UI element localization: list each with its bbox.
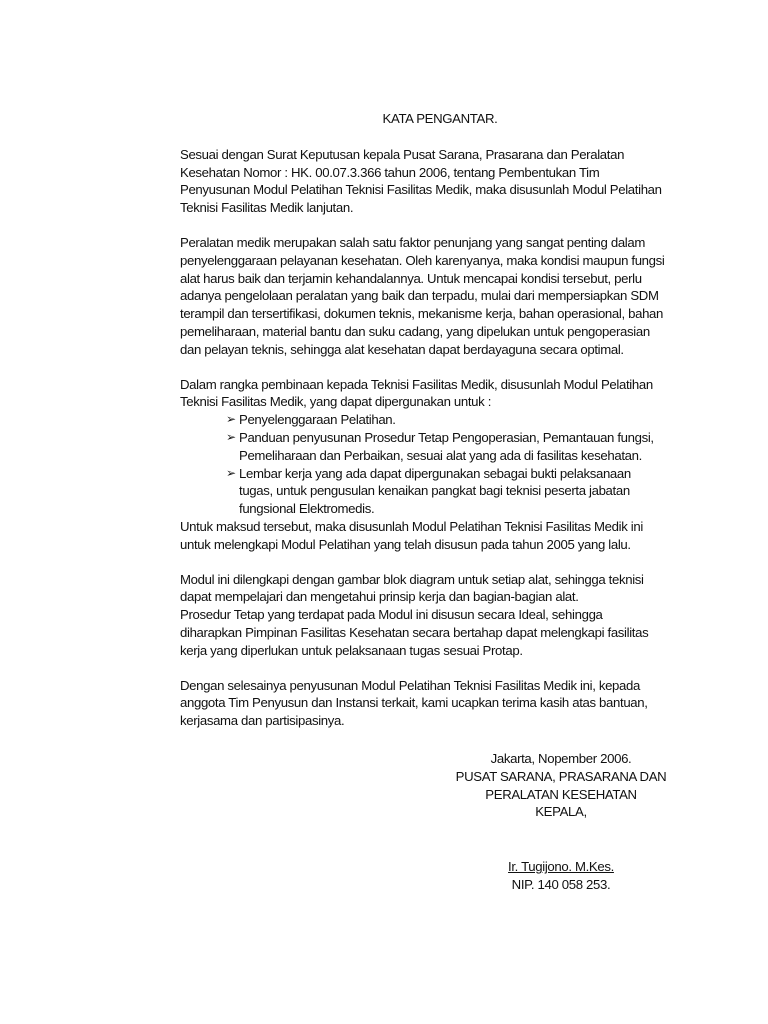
- text-line: Sesuai dengan Surat Keputusan kepala Pusat Sarana, Prasarana dan Peralatan: [180, 146, 625, 162]
- text-line: Dalam rangka pembinaan kepada Teknisi Fasilitas Medik, disusunlah Modul Pelatihan: [180, 376, 653, 392]
- letter-body: [180, 110, 665, 747]
- paragraph-purpose: [180, 376, 660, 554]
- text-line: alat harus baik dan terjamin kehandalannya. Untuk mencapai kondisi tersebut, perlu: [180, 270, 642, 286]
- text-line: Kesehatan Nomor : HK. 00.07.3.366 tahun 2006, tentang Pembentukan Tim: [180, 164, 600, 180]
- arrow-bullet-icon: ➢: [226, 412, 236, 427]
- text-line: penyelenggaraan pelayanan kesehatan. Oleh karenyanya, maka kondisi maupun fungsi: [180, 252, 665, 268]
- text-line: untuk melengkapi Modul Pelatihan yang telah disusun pada tahun 2005 yang lalu.: [180, 536, 631, 552]
- text-line: pemeliharaan, material bantu dan suku cadang, yang dipelukan untuk pengoperasian: [180, 323, 650, 339]
- list-item-text: fungsional Elektromedis.: [239, 501, 375, 517]
- text-line: dan pelayan teknis, sehingga alat kesehatan dapat berdayaguna secara optimal.: [180, 341, 624, 357]
- text-line: terampil dan tersertifikasi, dokumen teknis, mekanisme kerja, bahan operasional, bahan: [180, 306, 664, 322]
- signature-block: [430, 858, 692, 894]
- organization-line: PUSAT SARANA, PRASARANA DAN: [455, 768, 667, 784]
- paragraph-decree: [180, 146, 660, 217]
- document-title: KATA PENGANTAR.: [382, 111, 498, 126]
- list-item-text: tugas, untuk pengusulan kenaikan pangkat bagi teknisi peserta jabatan: [239, 483, 630, 499]
- text-line: kerja yang diperlukan untuk pelaksanaan tugas sesuai Protap.: [180, 642, 523, 658]
- list-item-text: Lembar kerja yang ada dapat dipergunakan sebagai bukti pelaksanaan: [239, 465, 631, 481]
- signer-position: KEPALA,: [535, 804, 587, 820]
- text-line: adanya pengelolaan peralatan yang baik dan terpadu, mulai dari mempersiapkan SDM: [180, 288, 659, 304]
- paragraph-thanks: [180, 677, 660, 730]
- closing-block: [430, 750, 692, 821]
- text-line: diharapkan Pimpinan Fasilitas Kesehatan secara bertahap dapat melengkapi fasilitas: [180, 624, 649, 640]
- purpose-list: [180, 411, 660, 518]
- arrow-bullet-icon: ➢: [226, 429, 236, 444]
- purpose-outro: [180, 518, 660, 554]
- text-line: Penyusunan Modul Pelatihan Teknisi Fasilitas Medik, maka disusunlah Modul Pelatihan: [180, 182, 662, 198]
- list-item-text: Penyelenggaraan Pelatihan.: [239, 412, 396, 428]
- text-line: Dengan selesainya penyusunan Modul Pelatihan Teknisi Fasilitas Medik ini, kepada: [180, 677, 640, 693]
- organization-line: PERALATAN KESEHATAN: [485, 786, 637, 802]
- text-line: Prosedur Tetap yang terdapat pada Modul ini disusun secara Ideal, sehingga: [180, 607, 603, 623]
- list-item: [226, 465, 660, 518]
- text-line: kerjasama dan partisipasinya.: [180, 713, 345, 729]
- place-date: Jakarta, Nopember 2006.: [490, 751, 632, 766]
- text-line: Teknisi Fasilitas Medik lanjutan.: [180, 200, 354, 216]
- list-item: [226, 411, 660, 429]
- signer-nip: NIP. 140 058 253.: [511, 876, 611, 892]
- text-line: dapat mempelajari dan mengetahui prinsip kerja dan bagian-bagian alat.: [180, 589, 579, 605]
- paragraph-module-contents: [180, 571, 660, 660]
- text-line: Peralatan medik merupakan salah satu faktor penunjang yang sangat penting dalam: [180, 234, 646, 250]
- text-line: Modul ini dilengkapi dengan gambar blok diagram untuk setiap alat, sehingga teknisi: [180, 571, 644, 587]
- arrow-bullet-icon: ➢: [226, 465, 236, 480]
- text-line: Untuk maksud tersebut, maka disusunlah Modul Pelatihan Teknisi Fasilitas Medik ini: [180, 518, 643, 534]
- list-item-text: Panduan penyusunan Prosedur Tetap Pengoperasian, Pemantauan fungsi,: [239, 429, 654, 445]
- list-item-text: Pemeliharaan dan Perbaikan, sesuai alat yang ada di fasilitas kesehatan.: [239, 447, 642, 463]
- text-line: anggota Tim Penyusun dan Instansi terkait, kami ucapkan terima kasih atas bantuan,: [180, 695, 648, 711]
- text-line: Teknisi Fasilitas Medik, yang dapat dipergunakan untuk :: [180, 394, 492, 410]
- signer-name: Ir. Tugijono. M.Kes.: [508, 859, 614, 874]
- paragraph-equipment: [180, 234, 665, 359]
- list-item: [226, 429, 660, 465]
